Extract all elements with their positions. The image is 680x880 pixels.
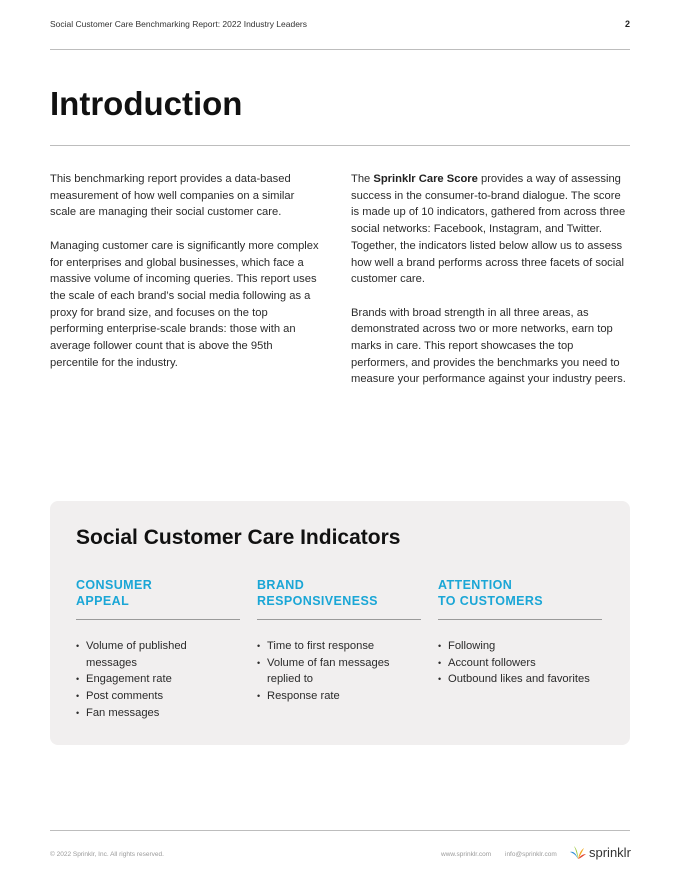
intro-right-column xyxy=(351,171,626,405)
footer-email-link[interactable]: info@sprinklr.com xyxy=(505,851,557,858)
footer-website-link[interactable]: www.sprinklr.com xyxy=(441,851,492,858)
indicator-item: • Fan messages xyxy=(76,705,240,722)
indicator-list xyxy=(257,638,421,705)
indicator-item: • Volume of published messages xyxy=(76,638,240,671)
indicator-column-brand-responsiveness xyxy=(257,577,421,705)
indicator-column-attention-to-customers xyxy=(438,577,602,688)
care-score-description: provides a way of assessing success in the consumer-to-brand dialogue. The score is made up of 10 indicators, gathered from across three social networks: Facebook, Instagram, and Twitter. Together, the indicators listed below allow us to assess how well a brand performs across three facets of social customer care. xyxy=(351,173,626,286)
indicator-heading-line: TO CUSTOMERS xyxy=(438,594,544,608)
indicator-heading xyxy=(76,577,240,620)
indicator-heading-line: BRAND xyxy=(257,578,305,592)
indicator-column-consumer-appeal xyxy=(76,577,240,722)
indicator-heading xyxy=(438,577,602,620)
indicator-heading xyxy=(257,577,421,620)
header-title: Social Customer Care Benchmarking Report: 2022 Industry Leaders xyxy=(50,19,308,29)
care-score-name: Sprinklr Care Score xyxy=(373,173,478,185)
brand-name: sprinklr xyxy=(589,845,631,860)
indicator-heading-line: ATTENTION xyxy=(438,578,513,592)
intro-paragraph: Managing customer care is significantly more complex for enterprises and global businesses, which face a massive volume of incoming queries. This report uses the scale of each brand’s social media following as a proxy for brand size, and focuses on the top performing enterprise-scale brands: those with an average follower count that is above the 95th percentile for the industry. xyxy=(50,239,319,369)
indicator-item: • Account followers xyxy=(438,655,602,672)
indicator-item: • Following xyxy=(438,638,602,655)
indicators-title: Social Customer Care Indicators xyxy=(76,526,401,549)
care-score-paragraph xyxy=(351,171,626,288)
footer-divider xyxy=(50,830,630,831)
page-title: Introduction xyxy=(50,85,243,122)
indicator-item: • Engagement rate xyxy=(76,671,240,688)
indicator-item: • Post comments xyxy=(76,688,240,705)
header-divider xyxy=(50,49,630,50)
intro-left-column xyxy=(50,171,322,388)
care-score-prefix: The xyxy=(351,173,374,185)
indicator-heading-line: APPEAL xyxy=(76,594,130,608)
indicator-item: • Response rate xyxy=(257,688,421,705)
intro-paragraph: This benchmarking report provides a data-based measurement of how well companies on a similar scale are managing their social customer care. xyxy=(50,173,295,219)
indicators-card xyxy=(50,501,630,745)
title-divider xyxy=(50,145,630,146)
indicator-item: • Outbound likes and favorites xyxy=(438,671,602,688)
intro-paragraph: Brands with broad strength in all three areas, as demonstrated across two or more networks, earn top marks in care. This report showcases the top performers, and provides the benchmarks you need to measure your performance against your industry peers. xyxy=(351,306,626,386)
indicator-list xyxy=(76,638,240,722)
brand-logo xyxy=(570,845,631,860)
page-number: 2 xyxy=(624,19,630,29)
footer-copyright: © 2022 Sprinklr, Inc. All rights reserved. xyxy=(50,851,164,858)
indicator-heading-line: RESPONSIVENESS xyxy=(257,594,378,608)
indicator-item: • Time to first response xyxy=(257,638,421,655)
indicator-item: • Volume of fan messages replied to xyxy=(257,655,421,688)
indicator-list xyxy=(438,638,602,688)
indicator-heading-line: CONSUMER xyxy=(76,578,153,592)
sprinklr-logo-icon xyxy=(570,846,586,860)
